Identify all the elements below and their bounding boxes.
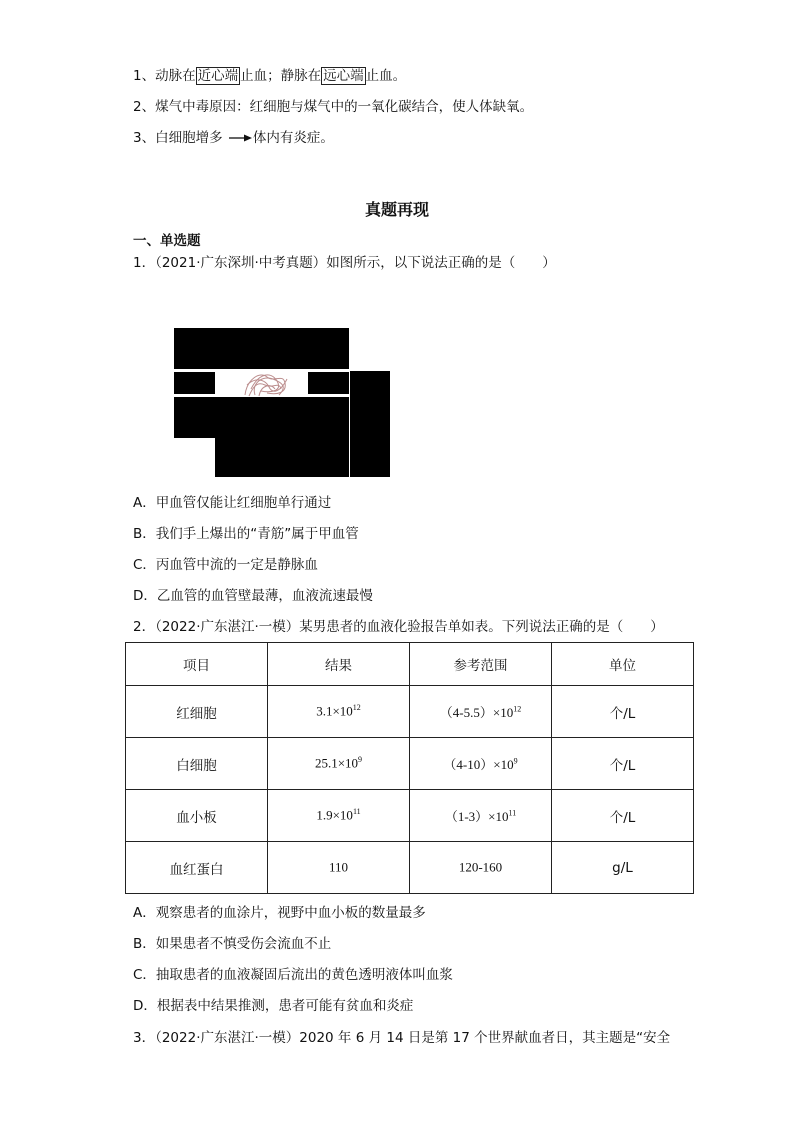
cell-range: $(4-10)\times 10^9$ (410, 738, 552, 790)
redacted-block (174, 397, 349, 438)
question-1-stem: 1．（2021·广东深圳·中考真题）如图所示，以下说法正确的是（ ） (133, 255, 556, 271)
redacted-block (174, 328, 349, 369)
redacted-block (308, 372, 349, 394)
question-2-option-a: A．观察患者的血涂片，视野中血小板的数量最多 (133, 905, 426, 921)
table-row (126, 842, 694, 894)
cell-range: 120-160 (410, 842, 552, 894)
header-result: 结果 (268, 643, 410, 686)
question-2-option-c: C．抽取患者的血液凝固后流出的黄色透明液体叫血浆 (133, 967, 453, 983)
redacted-block (215, 438, 349, 477)
question-1-option-a: A．甲血管仅能让红细胞单行通过 (133, 495, 332, 511)
keyword-box: 远心端 (323, 68, 364, 84)
note-1: 1、动脉在 近心端 止血；静脉在 远心端 止血。 (133, 68, 407, 84)
cell-result: 110 (268, 842, 410, 894)
header-item: 项目 (126, 643, 268, 686)
right-arrow-icon (227, 128, 253, 148)
cell-range: $(4-5.5)\times 10^{12}$ (410, 686, 552, 738)
cell-item: 血小板 (126, 790, 268, 842)
question-2-option-d: D．根据表中结果推测，患者可能有贫血和炎症 (133, 998, 414, 1014)
cell-result: $3.1\times 10^{12}$ (268, 686, 410, 738)
cell-unit: g/L (552, 842, 694, 894)
page-title: 真题再现 (364, 200, 429, 219)
redacted-block (350, 371, 390, 477)
cell-result: $1.9\times 10^{11}$ (268, 790, 410, 842)
section-heading: 一、单选题 (133, 233, 201, 249)
question-1-option-b: B．我们手上爆出的“青筋”属于甲血管 (133, 526, 359, 542)
question-1-option-d: D．乙血管的血管壁最薄，血液流速最慢 (133, 588, 373, 604)
cell-item: 血红蛋白 (126, 842, 268, 894)
keyword-box: 近心端 (197, 68, 239, 84)
question-2-option-b: B．如果患者不慎受伤会流血不止 (133, 936, 332, 952)
cell-unit: 个/L (552, 790, 694, 842)
cell-unit: 个/L (552, 738, 694, 790)
cell-unit: 个/L (552, 686, 694, 738)
cell-item: 红细胞 (126, 686, 268, 738)
cell-range: $(1-3)\times 10^{11}$ (410, 790, 552, 842)
question-2-stem: 2．（2022·广东湛江·一模）某男患者的血液化验报告单如表。下列说法正确的是（ ） (133, 619, 664, 635)
redacted-block (174, 372, 215, 394)
table-row (126, 686, 694, 738)
capillary-network-image (215, 369, 308, 397)
cell-result: $25.1\times 10^9$ (268, 738, 410, 790)
header-unit: 单位 (552, 643, 694, 686)
question-3-stem: 3．（2022·广东湛江·一模）2020 年 6 月 14 日是第 17 个世界献血者日，其主题是“安全 (133, 1030, 671, 1046)
header-range: 参考范围 (410, 643, 552, 686)
blood-test-report-table (125, 642, 694, 894)
table-header-row (126, 643, 694, 686)
blood-vessel-figure (174, 328, 390, 477)
table-row (126, 738, 694, 790)
question-1-option-c: C．丙血管中流的一定是静脉血 (133, 557, 318, 573)
note-2: 2、煤气中毒原因：红细胞与煤气中的一氧化碳结合，使人体缺氧。 (133, 99, 534, 115)
cell-item: 白细胞 (126, 738, 268, 790)
table-row (126, 790, 694, 842)
note-3: 3、白细胞增多 体内有炎症。 (133, 130, 334, 146)
